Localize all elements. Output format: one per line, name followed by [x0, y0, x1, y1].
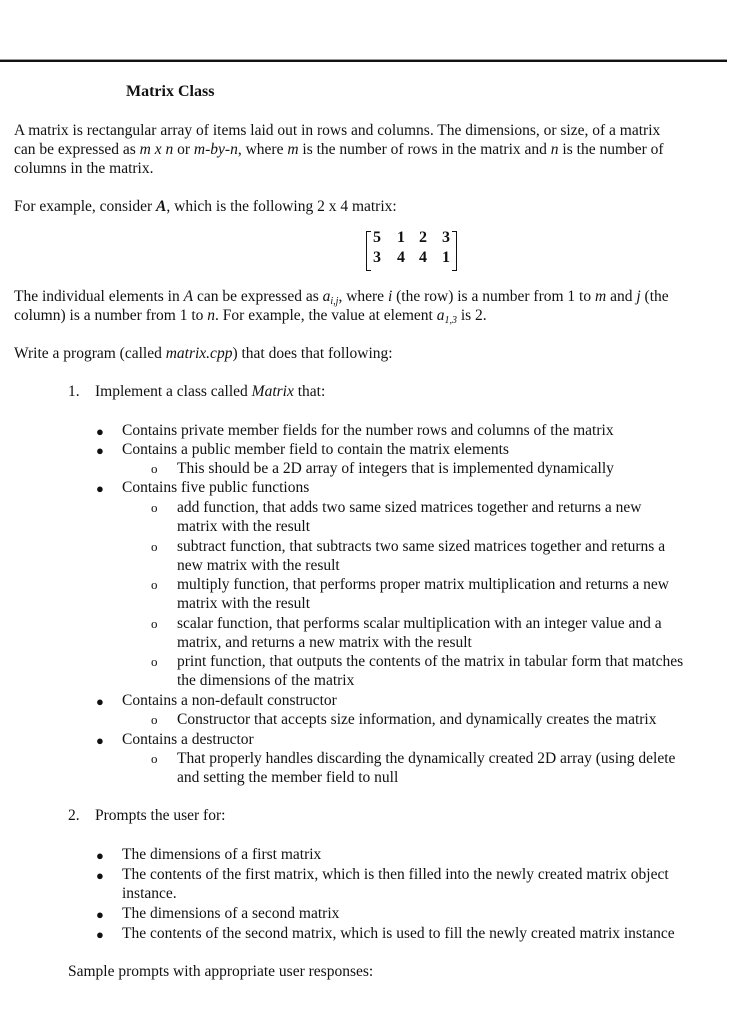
- sub-list-item-dtor-cont: and setting the member field to null: [177, 769, 399, 786]
- document-title: Matrix Class: [126, 83, 215, 100]
- circle-bullet-icon: o: [151, 751, 158, 766]
- sub-list-item-subtract-cont: new matrix with the result: [177, 557, 340, 574]
- sub-list-item-dtor: That properly handles discarding the dynamically created 2D array (using delete: [177, 750, 676, 767]
- step-1-label: Implement a class called Matrix that:: [95, 383, 326, 400]
- list-item: Contains five public functions: [122, 479, 310, 496]
- matrix-cell: 3: [373, 249, 381, 266]
- sub-list-item-scalar-cont: matrix, and returns a new matrix with the result: [177, 634, 472, 651]
- sub-list-item-subtract: subtract function, that subtracts two same sized matrices together and returns a: [177, 538, 666, 555]
- elements-line-1: The individual elements in A can be expressed as $a_{i,j}$, where i (the row) is a number from 1 to m and j (the: [14, 288, 669, 307]
- sample-prompts-heading: Sample prompts with appropriate user responses:: [68, 963, 374, 980]
- intro-line-1: A matrix is rectangular array of items laid out in rows and columns. The dimensions, or size, of a matrix: [14, 122, 661, 139]
- elements-line-2: column) is a number from 1 to n. For example, the value at element $a_{1,3}$ is 2.: [14, 307, 487, 326]
- list-item: Contains a non-default constructor: [122, 692, 337, 709]
- example-line: For example, consider A, which is the following 2 x 4 matrix:: [14, 198, 397, 215]
- circle-bullet-icon: o: [151, 461, 158, 476]
- bullet-icon: ●: [96, 848, 104, 863]
- circle-bullet-icon: o: [151, 654, 158, 669]
- sub-list-item-ctor: Constructor that accepts size information, and dynamically creates the matrix: [177, 711, 657, 728]
- intro-line-3: columns in the matrix.: [14, 160, 154, 177]
- bullet-icon: ●: [96, 927, 104, 942]
- circle-bullet-icon: o: [151, 577, 158, 592]
- bullet-icon: ●: [96, 424, 104, 439]
- circle-bullet-icon: o: [151, 712, 158, 727]
- sub-list-item-multiply-cont: matrix with the result: [177, 595, 311, 612]
- bullet-icon: ●: [96, 733, 104, 748]
- sub-list-item-add: add function, that adds two same sized matrices together and returns a new: [177, 499, 642, 516]
- step-1-number: 1.: [68, 383, 80, 400]
- list-item: The contents of the second matrix, which is used to fill the newly created matrix instance: [122, 925, 675, 942]
- list-item: The contents of the first matrix, which is then filled into the newly created matrix object: [122, 866, 669, 883]
- circle-bullet-icon: o: [151, 500, 158, 515]
- bullet-icon: ●: [96, 694, 104, 709]
- step-2-number: 2.: [68, 807, 80, 824]
- list-item: The dimensions of a first matrix: [122, 846, 322, 863]
- bullet-icon: ●: [96, 907, 104, 922]
- matrix-cell: 4: [419, 249, 427, 266]
- right-bracket: [452, 231, 457, 271]
- intro-line-2: can be expressed as m x n or m-by-n, where m is the number of rows in the matrix and n is the number of: [14, 141, 664, 158]
- list-item-cont: instance.: [122, 885, 177, 902]
- sub-list-item: This should be a 2D array of integers that is implemented dynamically: [177, 460, 614, 477]
- matrix-cell: 5: [373, 229, 381, 246]
- step-2-label: Prompts the user for:: [95, 807, 226, 824]
- matrix-cell: 4: [397, 249, 405, 266]
- bullet-icon: ●: [96, 868, 104, 883]
- circle-bullet-icon: o: [151, 616, 158, 631]
- matrix-cell: 2: [419, 229, 427, 246]
- matrix-cell: 1: [397, 229, 405, 246]
- sub-list-item-print: print function, that outputs the contents of the matrix in tabular form that matches: [177, 653, 684, 670]
- matrix-cell: 1: [442, 249, 450, 266]
- list-item: Contains a public member field to contain the matrix elements: [122, 441, 509, 458]
- circle-bullet-icon: o: [151, 539, 158, 554]
- list-item: Contains private member fields for the number rows and columns of the matrix: [122, 422, 614, 439]
- header-rule: [0, 59, 727, 62]
- bullet-icon: ●: [96, 443, 104, 458]
- matrix-cell: 3: [442, 229, 450, 246]
- list-item: The dimensions of a second matrix: [122, 905, 340, 922]
- list-item: Contains a destructor: [122, 731, 254, 748]
- write-program-line: Write a program (called matrix.cpp) that does that following:: [14, 345, 393, 362]
- sub-list-item-multiply: multiply function, that performs proper matrix multiplication and returns a new: [177, 576, 670, 593]
- bullet-icon: ●: [96, 481, 104, 496]
- sub-list-item-scalar: scalar function, that performs scalar multiplication with an integer value and a: [177, 615, 662, 632]
- sub-list-item-add-cont: matrix with the result: [177, 518, 311, 535]
- sub-list-item-print-cont: the dimensions of the matrix: [177, 672, 355, 689]
